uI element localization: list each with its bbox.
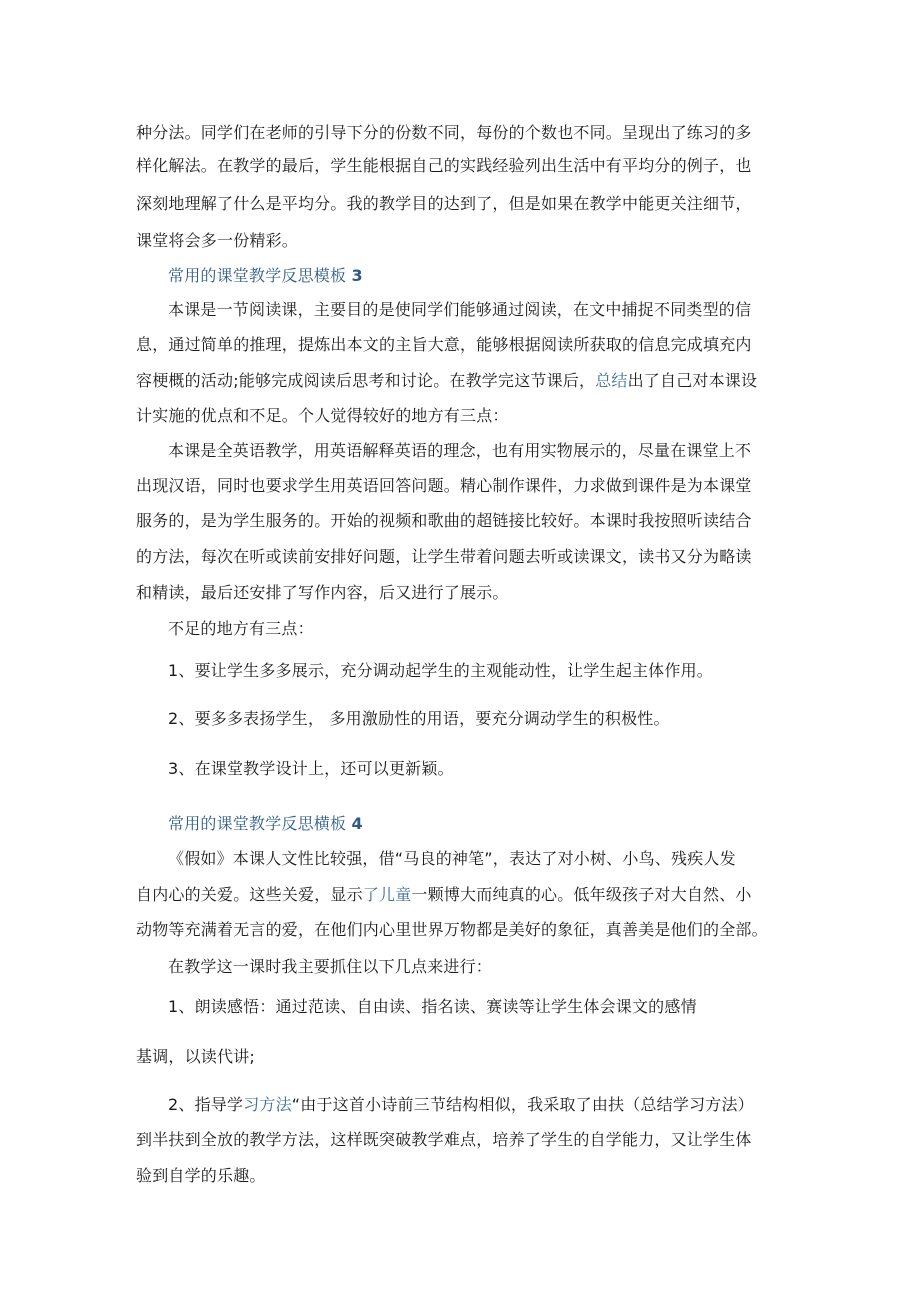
point-1-line-2: 基调，以读代讲; — [136, 1047, 255, 1066]
s3-p1-line-3-text: 容梗概的活动;能够完成阅读后思考和讨论。在教学完这节课后， — [136, 371, 596, 390]
section-4-heading-text: 常用的课堂教学反思横板 — [168, 814, 347, 833]
shortcomings-intro: 不足的地方有三点： — [168, 619, 314, 638]
s3-p2-line-4: 的方法，每次在听或读前安排好问题，让学生带着问题去听或读课文，读书又分为略读 — [136, 547, 752, 566]
shortcoming-item-1: 1、要让学生多多展示，充分调动起学生的主观能动性，让学生起主体作用。 — [168, 661, 713, 680]
s4-p1-line-2-text: 自内心的关爱。这些关爱，显示 — [136, 885, 363, 904]
s3-p1-line-3-text-after: 出了自己对本课设 — [627, 371, 758, 390]
s3-p1-line-2: 息，通过简单的推理，提炼出本文的主旨大意，能够根据阅读所获取的信息完成填充内 — [136, 335, 752, 354]
point-2-line-2: 到半扶到全放的教学方法，这样既突破教学难点，培养了学生的自学能力，又让学生体 — [136, 1130, 752, 1149]
point-2-line-1-text: 2、指导学 — [168, 1095, 244, 1114]
point-2-line-1 — [168, 1093, 754, 1117]
point-1-line-1: 1、朗读感悟：通过范读、自由读、指名读、赛读等让学生体会课文的感情 — [168, 997, 697, 1016]
intro-line-4: 课堂将会多一份精彩。 — [136, 231, 299, 250]
point-2-line-3: 验到自学的乐趣。 — [136, 1166, 266, 1185]
s3-p2-line-2: 出现汉语，同时也要求学生用英语回答问题。精心制作课件，力求做到课件是为本课堂 — [136, 476, 752, 495]
intro-line-3: 深刻地理解了什么是平均分。我的教学目的达到了，但是如果在教学中能更关注细节， — [136, 194, 752, 213]
point-2-line-1-text-after: “由于这首小诗前三节结构相似，我采取了由扶（总结学习方法） — [291, 1095, 754, 1114]
section-3-heading-text: 常用的课堂教学反思模板 — [168, 266, 347, 285]
section-4-heading-number: 4 — [351, 814, 363, 833]
intro-line-1: 种分法。同学们在老师的引导下分的份数不同，每份的个数也不同。呈现出了练习的多 — [136, 123, 752, 142]
section-3-heading — [168, 264, 363, 288]
s4-p1-line-2-text-after: 一颗博大而纯真的心。低年级孩子对大自然、小 — [411, 885, 752, 904]
children-link[interactable]: 了儿童 — [362, 885, 412, 904]
intro-line-2: 样化解法。在教学的最后，学生能根据自己的实践经验列出生活中有平均分的例子，也 — [136, 156, 752, 175]
section-4-heading — [168, 812, 363, 836]
s4-p1-line-2 — [136, 883, 752, 907]
s3-p2-line-3: 服务的，是为学生服务的。开始的视频和歌曲的超链接比较好。本课时我按照听读结合 — [136, 511, 752, 530]
s3-p1-line-1: 本课是一节阅读课，主要目的是使同学们能够通过阅读，在文中捕捉不同类型的信 — [168, 300, 752, 319]
s3-p2-line-1: 本课是全英语教学，用英语解释英语的理念，也有用实物展示的，尽量在课堂上不 — [168, 441, 752, 460]
study-method-link[interactable]: 习方法 — [243, 1095, 292, 1114]
points-intro: 在教学这一课时我主要抓住以下几点来进行： — [168, 957, 493, 976]
s3-p1-line-3 — [136, 369, 757, 393]
s4-p1-line-3: 动物等充满着无言的爱，在他们内心里世界万物都是美好的象征，真善美是他们的全部。 — [136, 920, 768, 939]
section-3-heading-number: 3 — [351, 266, 363, 285]
summary-link[interactable]: 总结 — [595, 371, 628, 390]
s3-p2-line-5: 和精读，最后还安排了写作内容，后又进行了展示。 — [136, 583, 509, 602]
shortcoming-item-3: 3、在课堂教学设计上，还可以更新颖。 — [168, 759, 454, 778]
shortcoming-item-2: 2、要多多表扬学生， 多用激励性的用语，要充分调动学生的积极性。 — [168, 709, 670, 728]
s3-p1-line-4: 计实施的优点和不足。个人觉得较好的地方有三点： — [136, 406, 509, 425]
s4-p1-line-1: 《假如》本课人文性比较强，借“马良的神笔”，表达了对小树、小鸟、残疾人发 — [168, 849, 736, 868]
